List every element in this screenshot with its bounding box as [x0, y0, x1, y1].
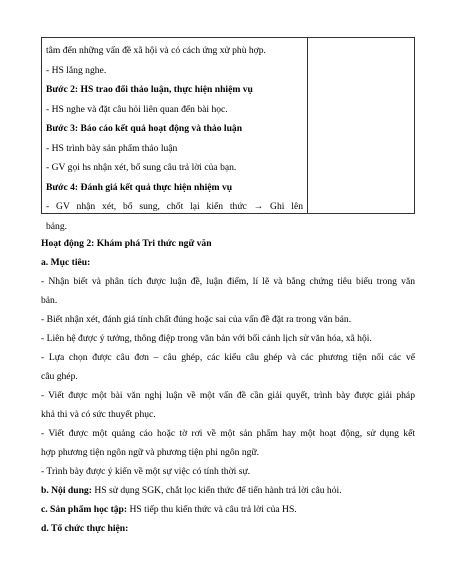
content-line: [41, 481, 415, 500]
table-line: - HS trình bày sản phẩm thảo luận: [46, 142, 178, 154]
table-line: - HS lắng nghe.: [46, 64, 107, 76]
table-line: - GV gọi hs nhận xét, bổ sung câu trả lời của bạn.: [46, 162, 237, 173]
table-line: - HS nghe và đặt câu hỏi liên quan đến bài học.: [46, 103, 228, 115]
objective-line: câu ghép.: [41, 371, 78, 382]
objective-line: - Trình bày được ý kiến về một sự việc có tính thời sự.: [41, 466, 251, 477]
organization-heading: d. Tổ chức thực hiện:: [41, 523, 129, 534]
objective-line: - Nhận biết và phân tích được luận đề, luận điểm, lí lẽ và bằng chứng tiêu biểu trong văn: [41, 276, 415, 287]
objective-line: - Liên hệ được ý tưởng, thông điệp trong văn bản với bối cảnh lịch sử văn hóa, xã hội.: [41, 333, 372, 344]
objective-line: - Viết được một bài văn nghị luận về một vấn đề cần giải quyết, trình bày được giải pháp: [41, 390, 415, 401]
step-heading: Bước 2: HS trao đổi thảo luận, thực hiện nhiệm vụ: [46, 84, 253, 95]
step-heading: Bước 3: Báo cáo kết quả hoạt động và thảo luận: [46, 123, 243, 134]
objective-line: - Viết được một quảng cáo hoặc tờ rơi về một sản phẩm hay một hoạt động, sử dụng kết: [41, 428, 415, 439]
content-text: HS sử dụng SGK, chắt lọc kiến thức để tiến hành trả lời câu hỏi.: [91, 485, 342, 496]
product-text: HS tiếp thu kiến thức và câu trả lời của HS.: [127, 504, 297, 515]
objective-line: - Biết nhận xét, đánh giá tính chất đúng hoặc sai của vấn đề đặt ra trong văn bản.: [41, 314, 352, 325]
activity-table: [41, 37, 415, 232]
objective-line: khả thi và có sức thuyết phục.: [41, 409, 156, 420]
table-line: bảng.: [46, 220, 68, 232]
table-line: - GV nhận xét, bổ sung, chốt lại kiến thức → Ghi lên: [46, 201, 303, 212]
objectives-heading: a. Mục tiêu:: [41, 257, 91, 268]
objective-line: hợp phương tiện ngôn ngữ và phương tiện phi ngôn ngữ.: [41, 447, 260, 458]
activity-2-section: [41, 234, 415, 538]
content-label: b. Nội dung:: [41, 485, 92, 496]
teacher-student-activities-cell: [46, 41, 303, 236]
step-heading: Bước 4: Đánh giá kết quả thực hiện nhiệm vụ: [46, 181, 233, 193]
activity-heading: Hoạt động 2: Khám phá Tri thức ngữ văn: [41, 238, 212, 249]
product-line: [41, 500, 415, 519]
objective-line: bản.: [41, 295, 58, 306]
objectives-list: [41, 272, 415, 481]
product-label: c. Sản phẩm học tập:: [41, 504, 128, 515]
objective-line: - Lựa chọn được câu đơn – câu ghép, các kiểu câu ghép và các phương tiện nối các vế: [41, 352, 415, 363]
table-line: tâm đến những vấn đề xã hội và có cách ứng xử phù hợp.: [46, 45, 266, 56]
column-divider: [307, 38, 308, 213]
